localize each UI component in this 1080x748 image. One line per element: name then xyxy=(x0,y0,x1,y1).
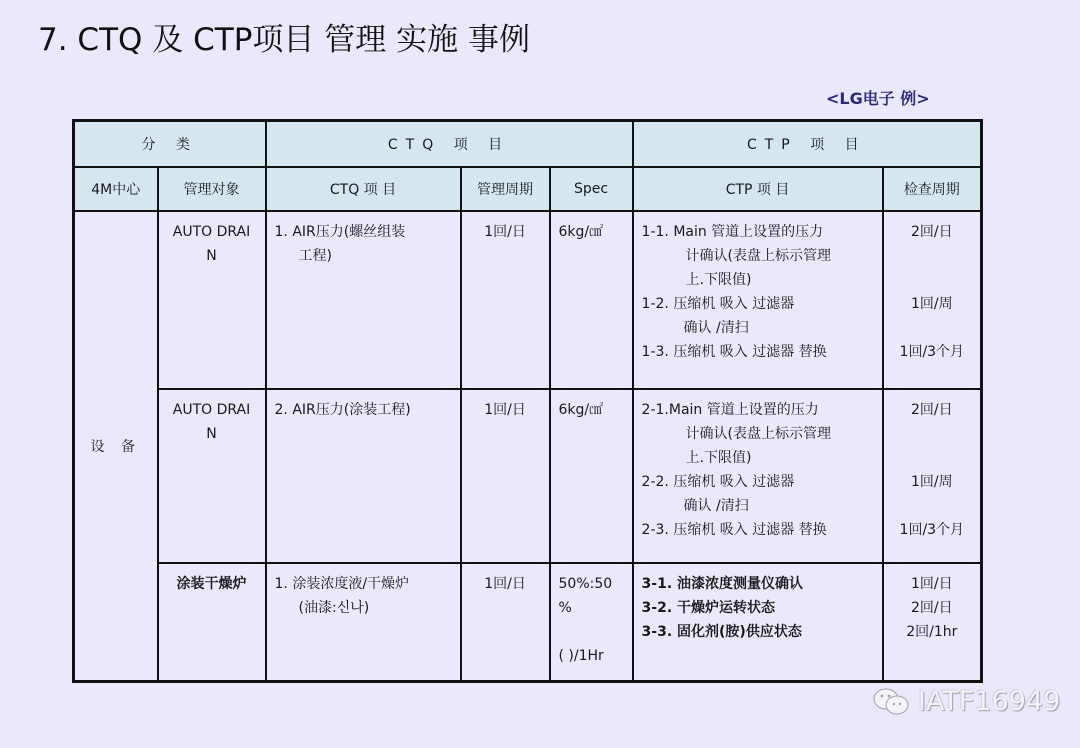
watermark xyxy=(872,686,1060,717)
ctp-item-text: 3-1. 油漆浓度测量仪确认 xyxy=(641,576,804,592)
target-cell xyxy=(158,389,266,563)
ctp-item-text: 1-2. 压缩机 吸入 过滤器 xyxy=(641,296,795,312)
ctp-item-cell xyxy=(633,211,883,389)
column-header-row xyxy=(74,167,982,211)
ctq-item-text: (油漆:신나) xyxy=(298,600,370,616)
ctq-item-text: 1. 涂装浓度液/干燥炉 xyxy=(274,576,410,592)
spec-text: ( )/1Hr xyxy=(558,648,604,664)
ctp-item-text: 1-1. Main 管道上设置的压力 xyxy=(641,224,824,240)
ctp-item-text: 上.下限值) xyxy=(685,272,752,288)
check-cycle-text: 1回/3个月 xyxy=(899,344,965,360)
check-cycle-text: 2回/1hr xyxy=(906,624,958,640)
target-cell xyxy=(158,563,266,681)
spec-text: 50%:50 xyxy=(558,576,613,592)
ctp-item-text: 2-3. 压缩机 吸入 过滤器 替换 xyxy=(641,522,827,538)
check-cycle-text: 1回/3个月 xyxy=(899,522,965,538)
ctp-item-cell xyxy=(633,389,883,563)
cycle-cell: 1回/日 xyxy=(461,389,550,563)
ctq-item-text: 1. AIR压力(螺丝组装 xyxy=(274,224,406,240)
ctq-item-text: 工程) xyxy=(298,248,332,264)
col-spec: Spec xyxy=(550,167,633,211)
page-title: 7. CTQ 及 CTP项目 管理 实施 事例 xyxy=(38,22,530,58)
target-text: AUTO DRAI xyxy=(172,224,251,240)
ctq-item-cell xyxy=(266,563,461,681)
table-row xyxy=(74,563,982,681)
ctp-item-text: 2-1.Main 管道上设置的压力 xyxy=(641,402,819,418)
watermark-text: IATF16949 xyxy=(918,686,1061,717)
spec-text: 6kg/㎠ xyxy=(558,224,604,240)
cycle-cell: 1回/日 xyxy=(461,563,550,681)
ctq-ctp-table xyxy=(72,119,983,683)
cycle-cell: 1回/日 xyxy=(461,211,550,389)
spec-cell xyxy=(550,563,633,681)
table-row xyxy=(74,389,982,563)
source-label: <LG电子 例> xyxy=(826,89,930,108)
check-cycle-cell xyxy=(883,389,982,563)
ctp-item-text: 1-3. 压缩机 吸入 过滤器 替换 xyxy=(641,344,827,360)
col-check-cycle: 检查周期 xyxy=(883,167,982,211)
wechat-icon xyxy=(872,687,912,717)
table-row xyxy=(74,211,982,389)
ctp-item-cell xyxy=(633,563,883,681)
check-cycle-cell xyxy=(883,211,982,389)
col-cycle: 管理周期 xyxy=(461,167,550,211)
ctp-item-text: 上.下限值) xyxy=(685,450,752,466)
spec-text: 6kg/㎠ xyxy=(558,402,604,418)
spec-cell xyxy=(550,211,633,389)
ctp-item-text: 计确认(表盘上标示管理 xyxy=(685,248,832,264)
ctp-item-text: 确认 /清扫 xyxy=(683,498,749,514)
target-text: AUTO DRAI xyxy=(172,402,251,418)
ctp-item-text: 3-2. 干燥炉运转状态 xyxy=(641,600,776,616)
spec-text: % xyxy=(558,600,572,616)
col-target: 管理对象 xyxy=(158,167,266,211)
header-category: 分 类 xyxy=(74,121,266,168)
check-cycle-text: 2回/日 xyxy=(910,402,953,418)
check-cycle-cell xyxy=(883,563,982,681)
ctp-item-text: 确认 /清扫 xyxy=(683,320,749,336)
header-ctp-group: CTP 项 目 xyxy=(633,121,982,168)
target-text: N xyxy=(206,426,217,442)
col-ctq-item: CTQ 项 目 xyxy=(266,167,461,211)
target-text: 涂装干燥炉 xyxy=(176,576,247,592)
ctp-item-text: 2-2. 压缩机 吸入 过滤器 xyxy=(641,474,795,490)
header-ctq-group: CTQ 项 目 xyxy=(266,121,633,168)
category-cell: 设 备 xyxy=(74,211,158,681)
target-text: N xyxy=(206,248,217,264)
check-cycle-text: 1回/日 xyxy=(910,576,953,592)
group-header-row xyxy=(74,121,982,168)
ctq-item-cell xyxy=(266,211,461,389)
check-cycle-text: 1回/周 xyxy=(910,296,953,312)
check-cycle-text: 1回/周 xyxy=(910,474,953,490)
check-cycle-text: 2回/日 xyxy=(910,224,953,240)
ctp-item-text: 计确认(表盘上标示管理 xyxy=(685,426,832,442)
ctq-item-text: 2. AIR压力(涂装工程) xyxy=(274,402,411,418)
check-cycle-text: 2回/日 xyxy=(910,600,953,616)
ctq-item-cell xyxy=(266,389,461,563)
ctp-item-text: 3-3. 固化剂(胺)供应状态 xyxy=(641,624,802,640)
col-ctp-item: CTP 项 目 xyxy=(633,167,883,211)
target-cell xyxy=(158,211,266,389)
spec-cell xyxy=(550,389,633,563)
col-4m-center: 4M中心 xyxy=(74,167,158,211)
